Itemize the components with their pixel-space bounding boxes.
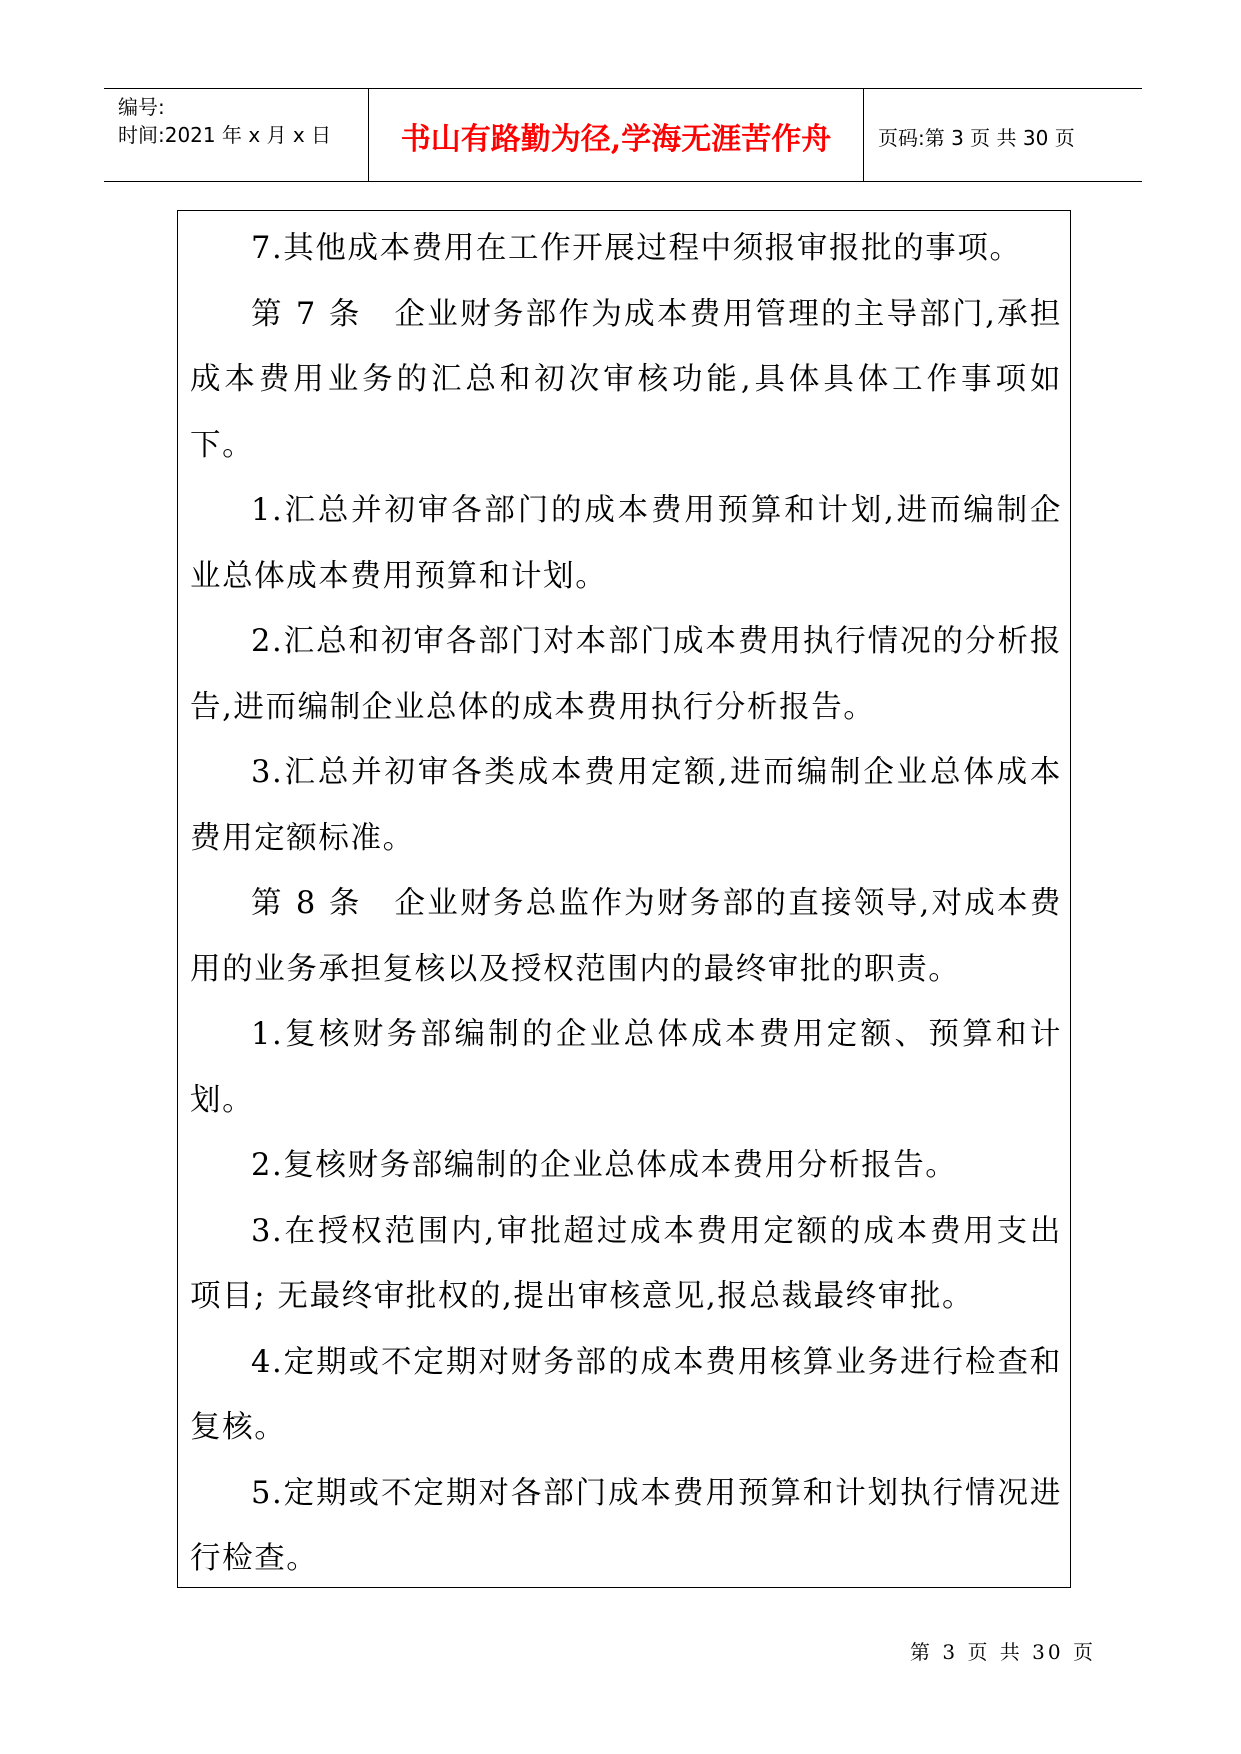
paragraph: 2.汇总和初审各部门对本部门成本费用执行情况的分析报告,进而编制企业总体的成本费用执行分析报告。 bbox=[190, 624, 1062, 725]
header-motto-cell bbox=[369, 89, 864, 181]
header-page-info: 页码:第 3 页 共 30 页 bbox=[878, 125, 1075, 150]
header-meta bbox=[104, 89, 369, 181]
document-time-label: 时间:2021 年 x 月 x 日 bbox=[118, 123, 332, 147]
paragraph: 4.定期或不定期对财务部的成本费用核算业务进行检查和复核。 bbox=[190, 1344, 1062, 1445]
paragraph: 1.复核财务部编制的企业总体成本费用定额、预算和计划。 bbox=[190, 1017, 1062, 1118]
paragraph: 3.汇总并初审各类成本费用定额,进而编制企业总体成本费用定额标准。 bbox=[190, 755, 1062, 856]
paragraph: 2.复核财务部编制的企业总体成本费用分析报告。 bbox=[251, 1148, 958, 1183]
document-number-label: 编号: bbox=[118, 95, 165, 119]
page-header bbox=[104, 88, 1142, 182]
paragraph: 5.定期或不定期对各部门成本费用预算和计划执行情况进行检查。 bbox=[190, 1475, 1062, 1576]
paragraph: 3.在授权范围内,审批超过成本费用定额的成本费用支出项目; 无最终审批权的,提出审核意见,报总裁最终审批。 bbox=[190, 1213, 1062, 1314]
article-8-paragraph: 第 8 条 企业财务总监作为财务部的直接领导,对成本费用的业务承担复核以及授权范围内的最终审批的职责。 bbox=[190, 886, 1062, 987]
footer-page-number: 第 3 页 共 30 页 bbox=[910, 1640, 1096, 1664]
content-box bbox=[177, 210, 1071, 1588]
header-page-info-cell bbox=[864, 89, 1142, 181]
paragraph: 1.汇总并初审各部门的成本费用预算和计划,进而编制企业总体成本费用预算和计划。 bbox=[190, 493, 1062, 594]
paragraph: 7.其他成本费用在工作开展过程中须报审报批的事项。 bbox=[251, 231, 1022, 266]
article-7-paragraph: 第 7 条 企业财务部作为成本费用管理的主导部门,承担成本费用业务的汇总和初次审核功能,具体具体工作事项如下。 bbox=[190, 296, 1062, 463]
header-motto: 书山有路勤为径,学海无涯苦作舟 bbox=[400, 122, 832, 157]
